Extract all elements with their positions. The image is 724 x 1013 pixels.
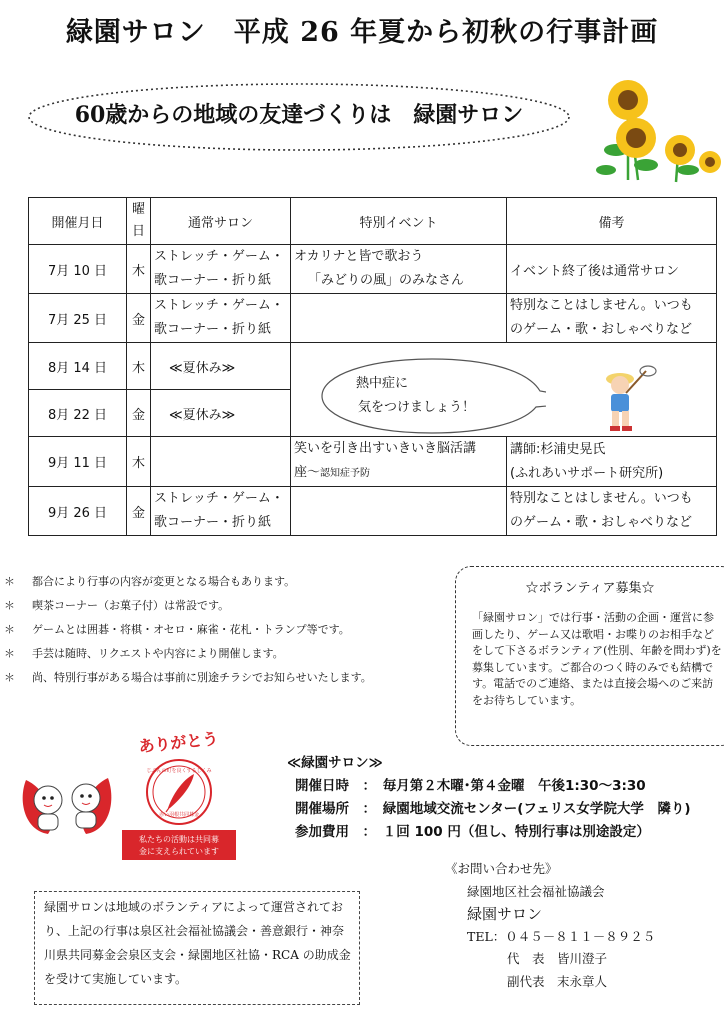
- notes-list: [4, 570, 372, 690]
- event-text: 座～: [294, 465, 321, 480]
- cell-note: [507, 487, 717, 536]
- cell-day: 金: [127, 294, 151, 343]
- event-line: オカリナと皆で歌おう: [294, 249, 424, 264]
- note-line: のゲーム・歌・おしゃべりなど: [510, 322, 693, 337]
- info-colon: ：: [349, 778, 383, 794]
- note-line: 特別なことはしません。いつも: [510, 491, 693, 506]
- table-header-row: [29, 198, 717, 245]
- contact-name: 緑園サロン: [467, 905, 543, 923]
- note-line: 特別なことはしません。いつも: [510, 298, 693, 313]
- note-line: 講師:杉浦史晃氏: [510, 441, 606, 457]
- cell-note: イベント終了後は通常サロン: [507, 245, 717, 294]
- asterisk-icon: ＊: [4, 671, 15, 684]
- cell-salon: [151, 245, 291, 294]
- note-text: 尚、特別行事がある場合は事前に別途チラシでお知らせいたします。: [32, 671, 372, 684]
- contact-block: [445, 858, 655, 993]
- info-value: 毎月第２木曜･第４金曜 午後1:30～3:30: [382, 778, 646, 794]
- cell-date: 8月 14 日: [29, 343, 127, 390]
- note-line: のゲーム・歌・おしゃべりなど: [510, 515, 693, 530]
- asterisk-icon: ＊: [4, 575, 15, 588]
- salon-info: [287, 752, 691, 844]
- header-event: 特別イベント: [291, 198, 507, 245]
- note-text: ゲームとは囲碁・将棋・オセロ・麻雀・花札・トランプ等です。: [32, 623, 350, 636]
- cell-day: 木: [127, 343, 151, 390]
- salon-line: 歌コーナー・折り紙: [154, 322, 272, 337]
- arigato-text: ありがとう: [137, 728, 220, 757]
- page-title: 緑園サロン 平成 26 年夏から初秋の行事計画: [65, 17, 659, 48]
- badge-footer-line: 私たちの活動は共同募: [139, 835, 219, 844]
- info-line: [287, 775, 691, 798]
- red-feather-badge: [120, 726, 238, 862]
- list-item: [4, 618, 372, 642]
- asterisk-icon: ＊: [4, 647, 15, 660]
- header-date: 開催月日: [29, 198, 127, 245]
- info-value: 緑園地域交流センター(フェリス女学院大学 隣り): [382, 801, 691, 817]
- list-item: [4, 642, 372, 666]
- note-text: 都合により行事の内容が変更となる場合もあります。: [32, 575, 296, 588]
- cell-date: 7月 10 日: [29, 245, 127, 294]
- cell-salon: [151, 390, 291, 437]
- info-value: １回 100 円（但し、特別行事は別途設定）: [382, 824, 650, 840]
- asterisk-icon: ＊: [4, 599, 15, 612]
- cell-salon: [151, 487, 291, 536]
- salon-line: ストレッチ・ゲーム・: [154, 249, 284, 264]
- list-item: [4, 594, 372, 618]
- contact-org: 緑園地区社会福祉協議会: [467, 883, 605, 899]
- cell-event: [291, 294, 507, 343]
- slogan: 60歳からの地域の友達づくりは 緑園サロン: [74, 102, 524, 128]
- bubble-line: 気をつけましょう！: [358, 400, 476, 415]
- table-row: [29, 437, 717, 487]
- salon-line: 歌コーナー・折り紙: [154, 515, 272, 530]
- info-label: 開催日時: [295, 778, 349, 794]
- ring-text: じぶんの町を良くするしくみ: [146, 768, 212, 774]
- contact-heading: 《お問い合わせ先》: [445, 861, 558, 876]
- volunteer-title: ☆ボランティア募集☆: [525, 581, 655, 596]
- salon-line: ストレッチ・ゲーム・: [154, 298, 284, 313]
- ring-bottom-text: 赤い羽根共同募金: [158, 812, 200, 818]
- info-label: 参加費用: [295, 824, 349, 840]
- info-colon: ：: [349, 824, 383, 840]
- info-heading: ≪緑園サロン≫: [287, 755, 383, 771]
- table-row: [29, 245, 717, 294]
- cell-event: [291, 245, 507, 294]
- contact-rep: 代 表 皆川澄子: [507, 951, 608, 966]
- note-text: 手芸は随時、リクエストや内容により開催します。: [32, 647, 284, 660]
- volunteer-body: 「緑園サロン」では行事・活動の企画・運営に参画したり、ゲーム又は歌唱・お喋りのお相手などをして下さるボランティア(性別、年齢を問わず)を募集しています。ご都合のつく時のみでも結構です。電話でのご連絡、または直接会場へのご来訪をお待ちしています。: [472, 611, 722, 707]
- cell-date: 9月 11 日: [29, 437, 127, 487]
- summer-break-label: ≪夏休み≫: [169, 360, 236, 376]
- cell-salon: [151, 294, 291, 343]
- table-row: [29, 487, 717, 536]
- cell-date: 7月 25 日: [29, 294, 127, 343]
- contact-vice: 副代表 末永章人: [507, 973, 608, 989]
- summer-break-label: ≪夏休み≫: [169, 407, 236, 423]
- cell-day: 木: [127, 437, 151, 487]
- child-with-net-illustration: [596, 363, 658, 435]
- cell-date: 9月 26 日: [29, 487, 127, 536]
- note-text: 喫茶コーナー（お菓子付）は常設です。: [32, 599, 230, 612]
- cell-date: 8月 22 日: [29, 390, 127, 437]
- table-row: [29, 294, 717, 343]
- bubble-text: [356, 372, 475, 420]
- list-item: [4, 570, 372, 594]
- bubble-line: 熱中症に: [356, 376, 409, 391]
- header-day: 曜日: [127, 198, 151, 245]
- salon-line: 歌コーナー・折り紙: [154, 273, 272, 288]
- contact-tel: TEL：０４５－８１１－８９２５: [467, 928, 656, 944]
- info-label: 開催場所: [295, 801, 349, 817]
- cell-event: [291, 487, 507, 536]
- cell-note: [507, 294, 717, 343]
- mascot-illustration: [18, 760, 116, 842]
- cell-day: 木: [127, 245, 151, 294]
- list-item: [4, 666, 372, 690]
- cell-note: [507, 437, 717, 487]
- info-colon: ：: [349, 801, 383, 817]
- note-line: (ふれあいサポート研究所): [510, 465, 664, 481]
- event-line: 「みどりの風」のみなさん: [308, 273, 465, 288]
- header-salon: 通常サロン: [151, 198, 291, 245]
- event-line: [294, 461, 503, 486]
- header-note: 備考: [507, 198, 717, 245]
- info-line: [287, 798, 691, 821]
- cell-salon: [151, 437, 291, 487]
- sunflowers-illustration: [588, 70, 724, 185]
- salon-line: ストレッチ・ゲーム・: [154, 491, 284, 506]
- event-line: 笑いを引き出すいきいき脳活講: [294, 441, 477, 456]
- cell-day: 金: [127, 487, 151, 536]
- info-line: [287, 821, 691, 844]
- cell-event: [291, 437, 507, 487]
- cell-salon: [151, 343, 291, 390]
- badge-footer-line: 金に支えられています: [139, 847, 219, 856]
- asterisk-icon: ＊: [4, 623, 15, 636]
- event-subtext: 認知症予防: [320, 468, 371, 479]
- cell-day: 金: [127, 390, 151, 437]
- funding-text: 緑園サロンは地域のボランティアによって運営されており、上記の行事は泉区社会福祉協議会・善意銀行・神奈川県共同募金会泉区支会・緑園地区社協・RCA の助成金を受けて実施しています。: [44, 900, 351, 986]
